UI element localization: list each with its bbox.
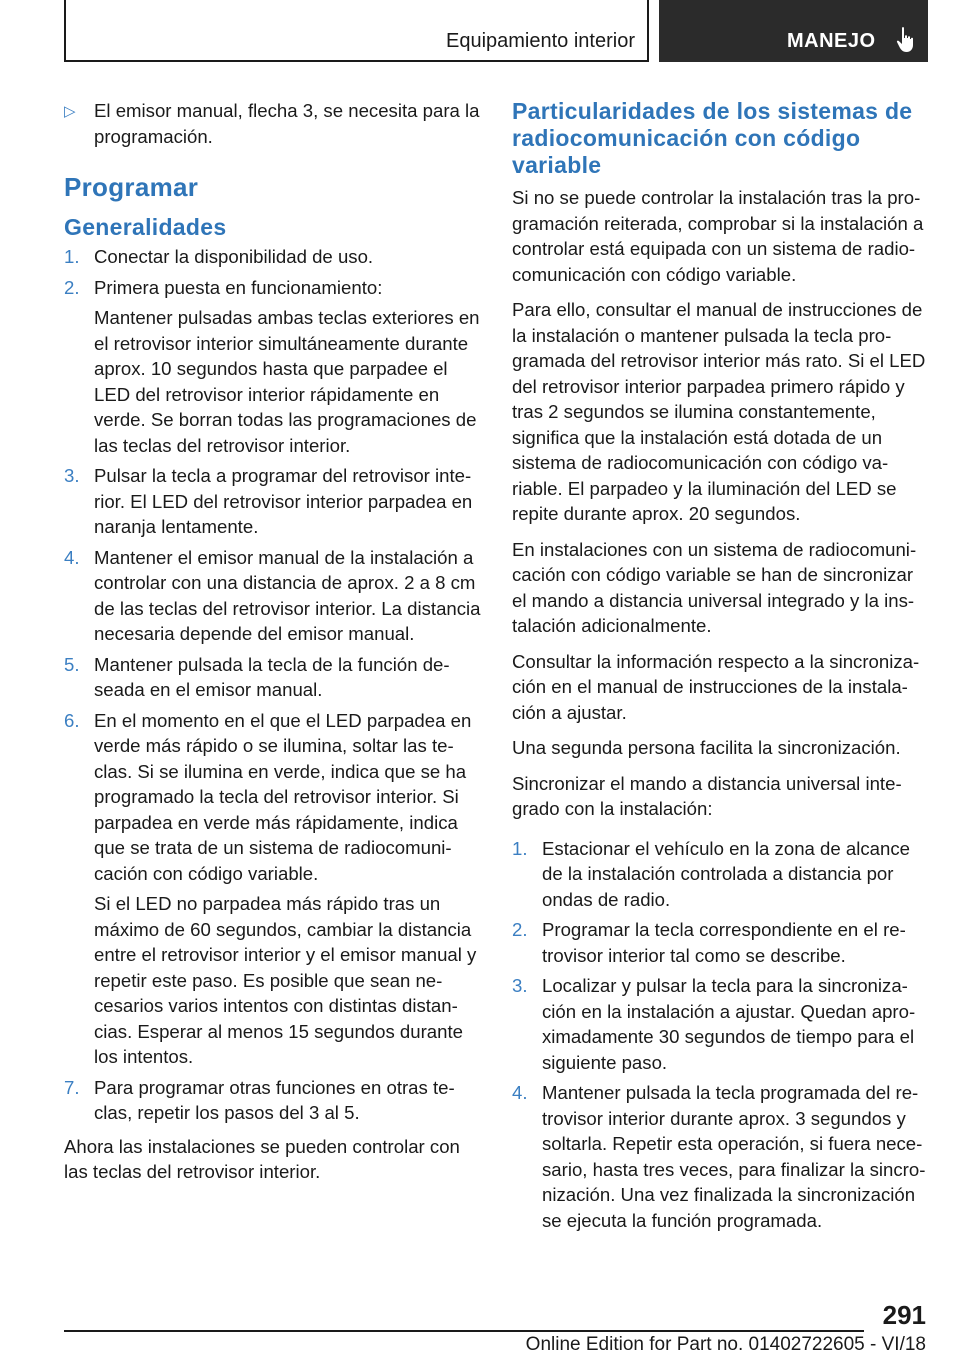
paragraph: Sincronizar el mando a distancia universal integrado con la instalación: [512, 772, 902, 819]
step-item [64, 463, 482, 540]
step-number: 6. [64, 709, 80, 731]
step-number: 4. [64, 546, 80, 568]
sync-steps [512, 836, 930, 1234]
paragraph: En instalaciones con un sistema de radiocomunicación con código variable se han de sincronizar el mando a distancia universal integrado y la instalación adicionalmente. [512, 538, 917, 636]
footer-divider [64, 1330, 864, 1332]
step-item [64, 244, 482, 270]
section-heading: Particularidades de los sistemas de radiocomunicación con código variable [512, 98, 913, 178]
section-title: Equipamiento interior [446, 30, 635, 52]
step-item [512, 917, 930, 968]
step-text: Primera puesta en funcionamiento: [94, 276, 383, 298]
step-detail: Mantener pulsadas ambas teclas exteriores en el retrovisor interior simultáneamente durante aprox. 10 segundos hasta que parpadee el LED del retrovisor interior rápidamente en verde. Se borran todas las programaciones de las teclas del retrovisor interior. [94, 307, 480, 456]
step-item [64, 708, 482, 1070]
step-text: Mantener el emisor manual de la instalación a controlar con una distancia de aprox. 2 a 8 cm de las teclas del retrovisor interior. La distancia necesaria depende del emisor manual. [94, 546, 481, 644]
page-number: 291 [882, 1300, 926, 1330]
closing-paragraph: Ahora las instalaciones se pueden controlar con las teclas del retrovisor interior. [64, 1135, 460, 1182]
step-text: Localizar y pulsar la tecla para la sincronización en la instalación a ajustar. Quedan aproximadamente 30 segundos de tiempo para el siguiente paso. [542, 975, 916, 1073]
step-number: 2. [64, 276, 80, 298]
paragraph: Si no se puede controlar la instalación tras la programación reiterada, comprobar si la instalación a controlar está equipada con un sistema de radiocomunicación con código variable. [512, 187, 924, 285]
step-number: 2. [512, 919, 528, 940]
step-text: Estacionar el vehículo en la zona de alcance de la instalación controlada a distancia por ondas de radio. [542, 837, 910, 910]
bullet-item [64, 98, 482, 149]
step-item [64, 652, 482, 703]
chapter-title: MANEJO [787, 30, 876, 52]
step-number: 4. [512, 1082, 528, 1103]
step-number: 1. [64, 246, 80, 267]
step-item [512, 1080, 930, 1233]
footer-edition: Online Edition for Part no. 01402722605 - VI/18 [525, 1334, 926, 1355]
step-text: Para programar otras funciones en otras teclas, repetir los pasos del 3 al 5. [94, 1076, 455, 1123]
step-item [512, 973, 930, 1075]
step-number: 3. [512, 975, 528, 996]
page-header [64, 0, 928, 66]
hand-pointer-icon [895, 26, 919, 54]
paragraph: Consultar la información respecto a la sincronización en el manual de instrucciones de la instalación a ajustar. [512, 650, 920, 723]
step-item [512, 836, 930, 913]
paragraph: Una segunda persona facilita la sincronización. [512, 737, 901, 758]
step-text: Mantener pulsada la tecla programada del retrovisor interior durante aprox. 3 segundos y soltarla. Repetir esta operación, si fuera necesario, hasta tres veces, para finalizar la sincronización. Una vez finalizada la sincronización se ejecuta la función programada. [542, 1082, 926, 1231]
step-text: Conectar la disponibilidad de uso. [94, 246, 374, 267]
paragraph: Para ello, consultar el manual de instrucciones de la instalación o mantener pulsada la tecla programada del retrovisor interior más rato. Si el LED del retrovisor interior parpadea primero rápido y tras 2 segundos se ilumina constantemente, significa que la instalación está dotada de un sistema de radiocomunicación con código variable. El parpadeo y la iluminación del LED se repite durante aprox. 20 segundos. [512, 299, 926, 524]
section-tab [64, 0, 649, 62]
step-text: En el momento en el que el LED parpadea en verde más rápido o se ilumina, soltar las teclas. Si se ilumina en verde, indica que se ha programado la tecla del retrovisor interior. Si parpadea en verde más rápidamente, indica que se trata de un sistema de radiocomunicación con código variable. [94, 709, 472, 884]
step-item [64, 545, 482, 647]
step-text: Pulsar la tecla a programar del retrovisor interior. El LED del retrovisor interior parpadea en naranja lentamente. [94, 465, 473, 537]
step-text: Mantener pulsada la tecla de la función deseada en el emisor manual. [94, 653, 450, 700]
triangle-right-icon: ▷ [64, 103, 76, 120]
step-detail: Si el LED no parpadea más rápido tras un máximo de 60 segundos, cambiar la distancia entre el retrovisor interior y el emisor manual y repetir este paso. Es posible que sean necesarios varios intentos con distintas distancias. Esperar al menos 15 segundos durante los intentos. [94, 893, 477, 1067]
bullet-text: El emisor manual, flecha 3, se necesita para la programación. [94, 100, 480, 147]
step-number: 3. [64, 465, 80, 486]
programming-steps [64, 244, 482, 1126]
left-column [64, 98, 482, 1195]
step-item [64, 275, 482, 459]
right-column [512, 98, 930, 1241]
step-text: Programar la tecla correspondiente en el retrovisor interior tal como se describe. [542, 919, 906, 966]
section-heading: Programar [64, 172, 199, 202]
chapter-tab [659, 0, 928, 62]
step-number: 7. [64, 1076, 80, 1098]
step-number: 5. [64, 653, 80, 675]
step-item [64, 1075, 482, 1126]
subsection-heading: Generalidades [64, 213, 227, 240]
step-number: 1. [512, 837, 528, 859]
